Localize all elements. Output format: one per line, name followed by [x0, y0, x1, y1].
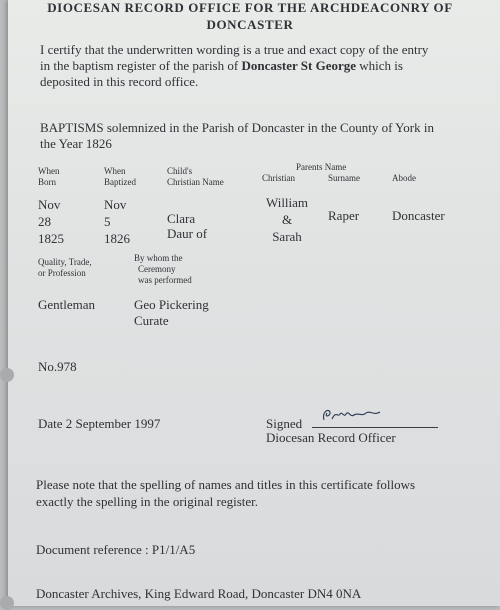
- entry-performed-by: Geo Pickering Curate: [134, 297, 209, 328]
- signature-text: G Barthe: [318, 404, 322, 405]
- note-line-1: Please note that the spelling of names and titles in this certificate follows: [36, 477, 416, 492]
- col-parents-christian: Christian: [262, 173, 295, 183]
- certificate-date: Date 2 September 1997: [38, 416, 161, 431]
- entry-surname: Raper: [328, 208, 360, 223]
- entry-abode: Doncaster: [392, 208, 445, 223]
- baptisms-line-2: the Year 1826: [40, 136, 112, 151]
- parish-name: Doncaster St George: [241, 58, 357, 73]
- entry-quality: Gentleman: [38, 297, 96, 312]
- archive-address: Doncaster Archives, King Edward Road, Doncaster DN4 0NA: [36, 586, 362, 601]
- entry-child-name: Clara Daur of: [167, 211, 208, 241]
- punch-hole: [0, 596, 14, 610]
- col-quality: Quality, Trade, or Profession: [38, 257, 92, 278]
- signature-line: [312, 427, 438, 428]
- col-parents-surname: Surname: [328, 173, 360, 183]
- col-when-baptized: When Baptized: [104, 166, 136, 187]
- document-reference: Document reference : P1/1/A5: [36, 542, 196, 557]
- col-childs-name: Child's Christian Name: [167, 166, 224, 187]
- col-performed-by: By whom the Ceremony was performed: [134, 253, 192, 285]
- col-when-born: When Born: [38, 166, 60, 187]
- header-line-2: DONCASTER: [206, 17, 294, 32]
- baptisms-line-1: BAPTISMS solemnized in the Parish of Doncaster in the County of York in: [40, 120, 434, 135]
- register-number: No.978: [38, 359, 77, 374]
- note-line-2: exactly the spelling in the original register.: [36, 494, 259, 509]
- certify-line-2: in the baptism register of the parish of Doncaster St George which is: [40, 58, 403, 73]
- signature-image: [318, 404, 388, 426]
- certify-line-1: I certify that the underwritten wording is a true and exact copy of the entry: [40, 42, 429, 57]
- signer-title: Diocesan Record Officer: [266, 430, 396, 445]
- header-line-1: DIOCESAN RECORD OFFICE FOR THE ARCHDEACONRY OF: [47, 0, 453, 15]
- certify-line-3: deposited in this record office.: [40, 74, 199, 89]
- entry-baptized: Nov 5 1826: [104, 197, 130, 246]
- signed-label: Signed: [266, 416, 303, 431]
- col-parents-name: Parents Name: [296, 162, 347, 172]
- col-abode: Abode: [392, 173, 416, 183]
- entry-parents-christian: William & Sarah: [265, 195, 309, 244]
- punch-hole: [0, 368, 14, 382]
- entry-born: Nov 28 1825: [38, 197, 64, 246]
